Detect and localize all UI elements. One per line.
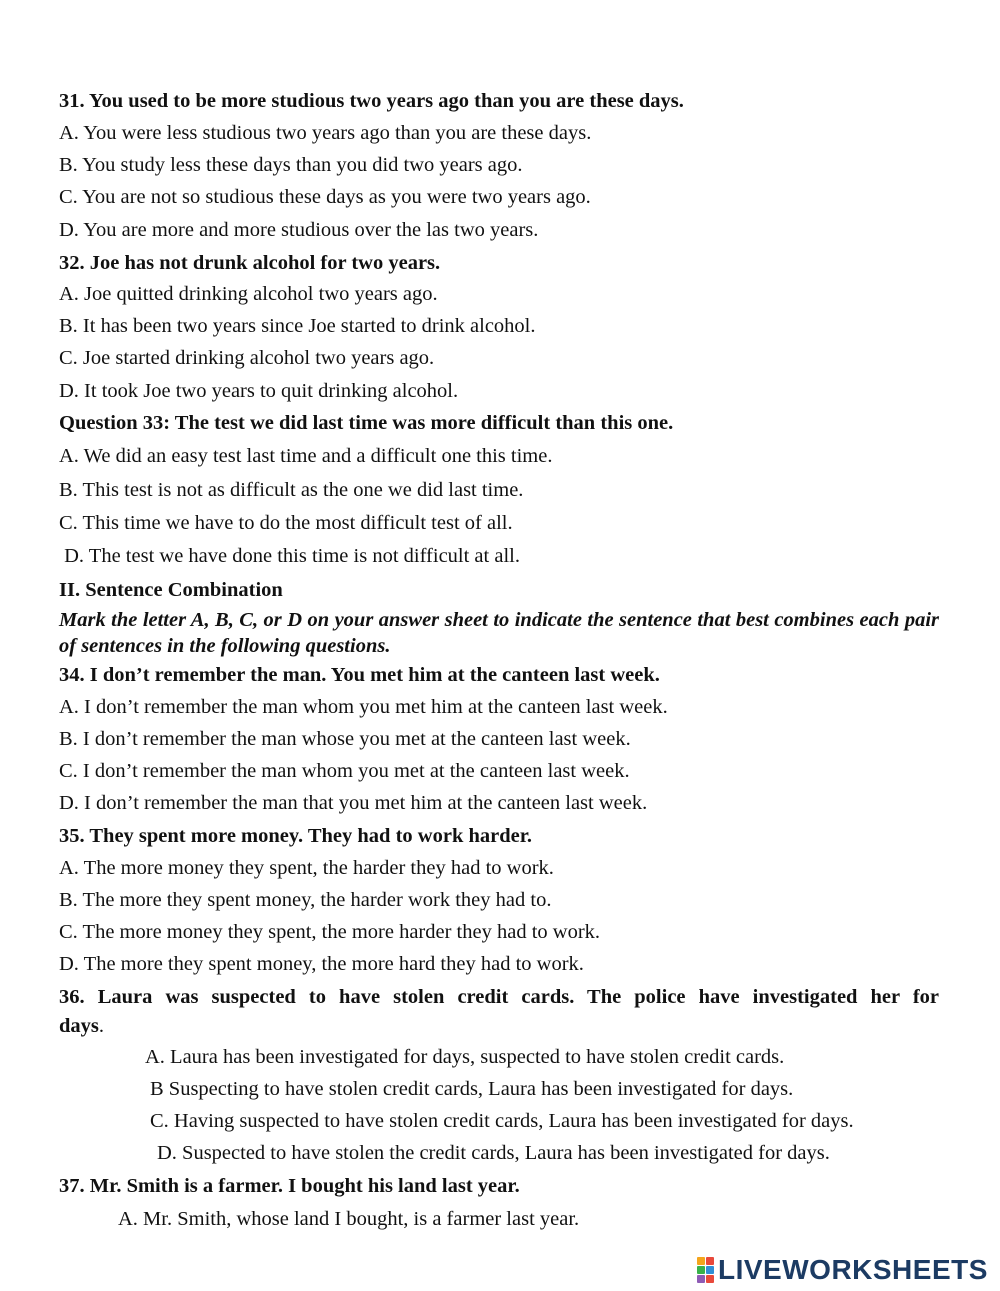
logo-block <box>706 1275 714 1283</box>
option-32-a: A. Joe quitted drinking alcohol two years ago. <box>59 283 438 305</box>
option-33-d: D. The test we have done this time is not difficult at all. <box>59 545 520 567</box>
logo-block <box>697 1275 705 1283</box>
option-36-a: A. Laura has been investigated for days, suspected to have stolen credit cards. <box>145 1046 785 1068</box>
option-32-b: B. It has been two years since Joe started to drink alcohol. <box>59 315 536 337</box>
option-35-a: A. The more money they spent, the harder they had to work. <box>59 857 554 879</box>
option-34-a: A. I don’t remember the man whom you met him at the canteen last week. <box>59 696 668 718</box>
option-36-d: D. Suspected to have stolen the credit cards, Laura has been investigated for days. <box>157 1142 830 1164</box>
section-heading: II. Sentence Combination <box>59 579 283 601</box>
question-33: Question 33: The test we did last time was more difficult than this one. <box>59 412 674 434</box>
option-33-a: A. We did an easy test last time and a difficult one this time. <box>59 445 553 467</box>
option-31-c: C. You are not so studious these days as you were two years ago. <box>59 186 591 208</box>
question-32: 32. Joe has not drunk alcohol for two years. <box>59 252 441 274</box>
logo-mark-icon <box>697 1257 714 1283</box>
logo-block <box>706 1257 714 1265</box>
logo-block <box>697 1257 705 1265</box>
option-36-b: B Suspecting to have stolen credit cards, Laura has been investigated for days. <box>150 1078 794 1100</box>
option-34-b: B. I don’t remember the man whose you met at the canteen last week. <box>59 728 631 750</box>
option-34-c: C. I don’t remember the man whom you met at the canteen last week. <box>59 760 630 782</box>
option-31-d: D. You are more and more studious over the las two years. <box>59 219 539 241</box>
question-31: 31. You used to be more studious two years ago than you are these days. <box>59 90 684 112</box>
option-35-d: D. The more they spent money, the more hard they had to work. <box>59 953 584 975</box>
question-37: 37. Mr. Smith is a farmer. I bought his land last year. <box>59 1175 520 1197</box>
logo-block <box>697 1266 705 1274</box>
question-36-line-2 <box>59 1014 104 1038</box>
logo-text: LIVEWORKSHEETS <box>718 1254 988 1285</box>
question-35: 35. They spent more money. They had to work harder. <box>59 825 533 847</box>
option-36-c: C. Having suspected to have stolen credit cards, Laura has been investigated for days. <box>150 1110 854 1132</box>
option-32-c: C. Joe started drinking alcohol two years ago. <box>59 347 435 369</box>
logo-block <box>706 1266 714 1274</box>
question-36-period: . <box>98 1015 105 1037</box>
option-33-b: B. This test is not as difficult as the one we did last time. <box>59 479 524 501</box>
question-36-end: days <box>59 1015 99 1037</box>
option-33-c: C. This time we have to do the most difficult test of all. <box>59 512 513 534</box>
option-34-d: D. I don’t remember the man that you met him at the canteen last week. <box>59 792 648 814</box>
option-35-b: B. The more they spent money, the harder work they had to. <box>59 889 552 911</box>
section-instructions: Mark the letter A, B, C, or D on your answer sheet to indicate the sentence that best combines each pair of sentences in the following questions. <box>59 609 939 657</box>
question-36-line-1: 36. Laura was suspected to have stolen credit cards. The police have investigated her for <box>59 986 939 1008</box>
option-37-a: A. Mr. Smith, whose land I bought, is a farmer last year. <box>118 1208 580 1230</box>
liveworksheets-logo <box>697 1254 988 1286</box>
question-34: 34. I don’t remember the man. You met him at the canteen last week. <box>59 664 660 686</box>
option-32-d: D. It took Joe two years to quit drinking alcohol. <box>59 380 459 402</box>
option-31-b: B. You study less these days than you did two years ago. <box>59 154 523 176</box>
option-35-c: C. The more money they spent, the more harder they had to work. <box>59 921 601 943</box>
option-31-a: A. You were less studious two years ago than you are these days. <box>59 122 592 144</box>
